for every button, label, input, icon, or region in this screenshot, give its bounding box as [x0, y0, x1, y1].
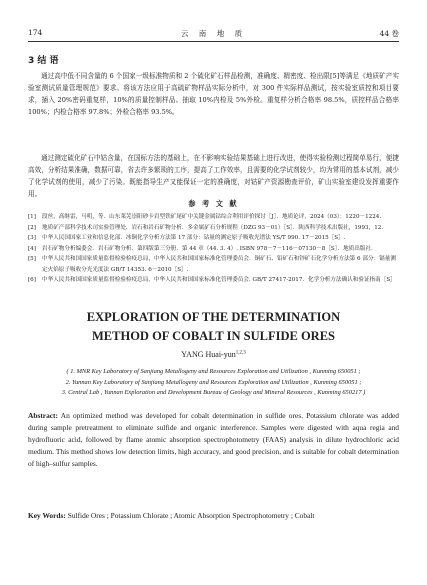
affiliation-line: 3. Central Lab , Yunnan Exploration and Development Bureau of Geology and Mineral Resources , Kunming 650217 ) [61, 389, 366, 396]
reference-text: 中华人民共和国国家质量监督检验检疫总局，中华人民共和国国家标准化管理委员会．铜矿石、铅矿石和锌矿石化学分析方法第 6 部分：镉量测定火焰原子吸收分光光度法 GB/T 14353. 6－2010［S］. [42, 256, 396, 273]
keywords [28, 510, 399, 522]
reference-item [28, 212, 399, 223]
volume-label: 44 卷 [379, 29, 399, 38]
reference-number: [4] [28, 245, 36, 252]
affiliation-line: 2. Yunnan Key Laboratory of Sanjiang Metallogeny and Resources Exploration and Utilization , Kunming 650051 ; [65, 378, 362, 386]
reference-number: [5] [28, 256, 36, 262]
references-heading: 参 考 文 献 [188, 199, 239, 208]
author-name: YANG Huai-yun [181, 350, 236, 359]
reference-number: [3] [28, 235, 36, 241]
reference-item [28, 233, 399, 244]
running-header [28, 28, 399, 42]
section-heading: 3 结 语 [28, 56, 59, 66]
reference-number: [6] [28, 277, 36, 283]
affiliation-line: ( 1. MNR Key Laboratory of Sanjiang Metallogeny and Resources Exploration and Utilization , Kunming 650051 ; [66, 368, 361, 375]
abstract-text: An optimized method was developed for cobalt determination in sulfide ores. Potassium chlorate was added during sample pretreatment to eliminate sulfide and organic interference. Samples were digested with aqua regia and hydrofluoric acid, followed by flame atomic absorption spectrophotometry (FAAS) analysis in dilute hydrochloric acid medium. This method shows low detection limits, high accuracy, and good precision, and is suitable for cobalt determination of high–sulfur samples. [28, 411, 399, 468]
affiliations [0, 367, 427, 399]
reference-list [28, 212, 399, 286]
reference-number: [2] [28, 224, 36, 231]
author-affiliation-marks: 1,2,3 [235, 350, 246, 356]
abstract [28, 410, 399, 470]
reference-number: [1] [28, 214, 36, 220]
reference-text: 中华人民共和国国家质量监督检验检疫总局，中华人民共和国国家标准化管理委员会. GB/T 27417-2017．化学分析方法确认和验证指南［S］ [42, 277, 396, 283]
english-title [0, 308, 427, 346]
header-rule [28, 41, 399, 42]
conclusion-paragraph-1: 通过高中低不同含量的 6 个国家一级标准物质和 2 个硫化矿石样品检测，准确度、精密度、检出限[5]等满足《地质矿产实验室测试质量管理规范》要求。将该方法应用于高硫矿物样品实际分析中，对 300 件实际样品测试，按实验室质控和项目要求，插入 20%密码重复样，10%的质量控制样品。抽取 10%内检及 5%外检。重复样分析合格率 98.5%，质控样品合格率 100%；内检合格率 97.8%；外检合格率 93.5%。 [28, 72, 399, 116]
abstract-label: Abstract: [28, 411, 58, 420]
reference-text: 地质矿产部科学技术司实验管理处．岩石和岩石矿物分析．多金属矿石分析规程（DZG 93－01）［S］．陕西科学技术出版社，1993，12. [42, 224, 384, 231]
reference-text: 岩石矿物分析编委会．岩石矿物分析．第四版第三分册．第 44 章（44. 3. 4）. ISBN 978－7－116－07130－8［S］．地质出版社. [42, 245, 373, 252]
reference-text: 中华人民国国家工业和信息化部．冰铜化学分析方法第 17 部分：钴量的测定原子吸收光谱法 YS/T 990. 17－2015［S］. [42, 235, 346, 241]
reference-text: 段丝，高继雷，马明，等．山东莱芜崇阳砂卡岩型铁矿尾矿中关键金属钴综合利用评价探讨［J］．地质论评，2024（03）：1220－1224. [42, 214, 382, 220]
reference-item [28, 223, 399, 234]
english-title-line-1: EXPLORATION OF THE DETERMINATION [86, 310, 341, 324]
reference-item [28, 275, 399, 286]
author-line [0, 350, 427, 359]
journal-name: 云 南 地 质 [180, 29, 247, 38]
conclusion-paragraph-2: 通过测定硫化矿石中钴含量，在国标方法的基础上，在不影响实验结果基础上进行改进，使得实验检测过程简单易行，便捷高效，分析结果准确，数据可靠，省去许多繁琐的工序，提高了工作效率，且需要的化学试剂较少，均为常用的基本试剂，减少了化学试剂的使用，减少了污染。既能指导生产又能保证一定的准确度，对钴矿产资源勘查评价，矿山实验室建设发挥重要作用。 [28, 154, 399, 198]
keywords-text: Sulfide Ores ; Potassium Chlorate ; Atomic Absorption Spectrophotometry ; Cobalt [65, 511, 315, 520]
reference-item [28, 244, 399, 255]
english-title-line-2: METHOD OF COBALT IN SULFIDE ORES [92, 329, 335, 343]
page-number: 174 [28, 28, 43, 37]
reference-item [28, 254, 399, 275]
keywords-label: Key Words: [28, 511, 66, 520]
